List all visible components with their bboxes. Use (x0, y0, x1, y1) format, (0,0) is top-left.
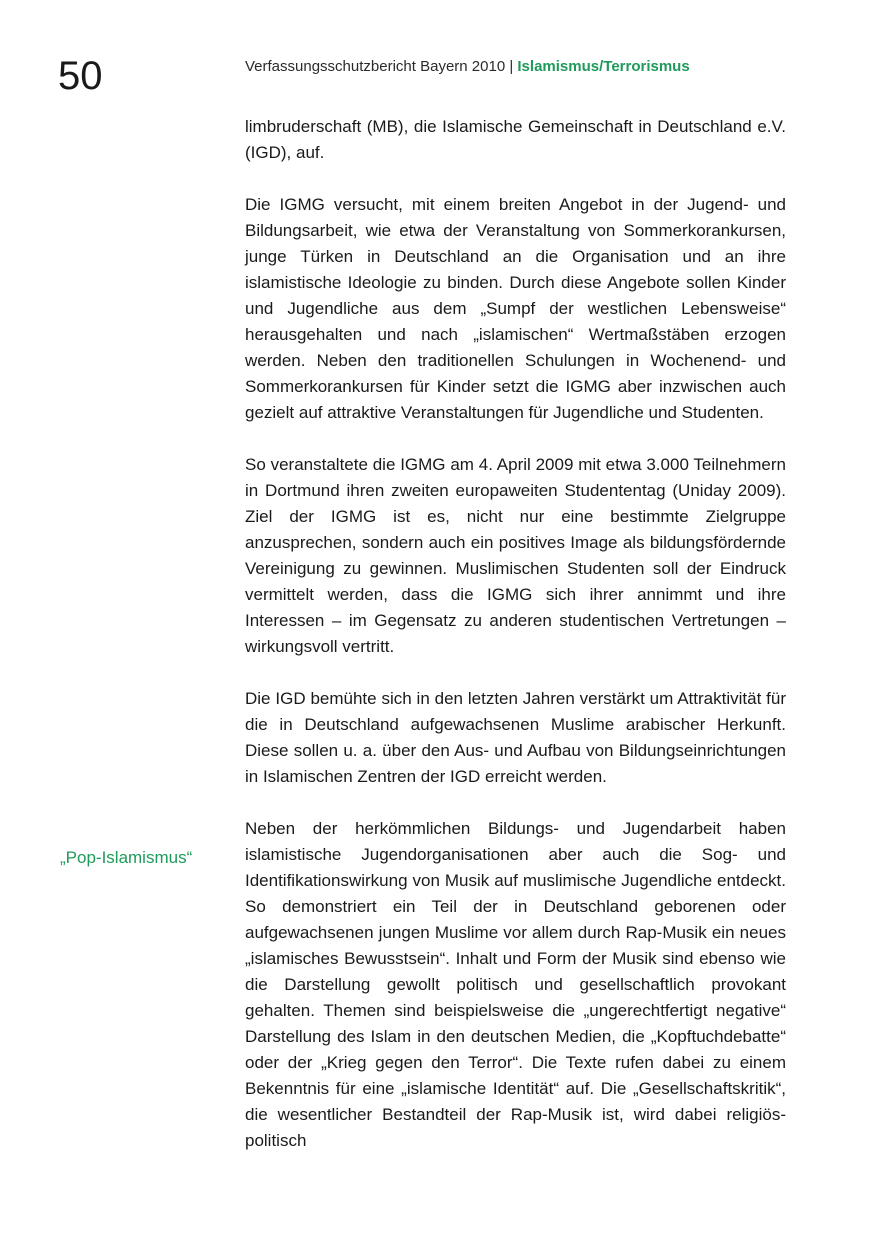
paragraph-4: Die IGD bemühte sich in den letzten Jahren verstärkt um Attraktivität für die in Deutschland aufgewachsenen Muslime arabischer Herkunft. Diese sollen u. a. über den Aus- und Aufbau von Bildungseinrichtungen in Islamischen Zentren der IGD erreicht werden. (245, 689, 786, 786)
paragraph-3: So veranstaltete die IGMG am 4. April 2009 mit etwa 3.000 Teilnehmern in Dortmund ihren zweiten europaweiten Studententag (Uniday 2009). Ziel der IGMG ist es, nicht nur eine bestimmte Zielgruppe anzusprechen, sondern auch ein positives Image als bildungsfördernde Vereinigung zu gewinnen. Muslimischen Studenten soll der Eindruck vermittelt werden, dass die IGMG sich ihrer annimmt und ihre Interessen – im Gegensatz zu anderen studentischen Vertretungen – wirkungsvoll vertritt. (245, 455, 786, 656)
paragraph-2: Die IGMG versucht, mit einem breiten Angebot in der Jugend- und Bildungsarbeit, wie etwa der Veranstaltung von Sommerkorankursen, junge Türken in Deutschland an die Organisation und an ihre islamistische Ideologie zu binden. Durch diese Angebote sollen Kinder und Jugendliche aus dem „Sumpf der westlichen Lebensweise“ herausgehalten und nach „islamischen“ Wertmaßstäben erzogen werden. Neben den traditionellen Schulungen in Wochenend- und Sommerkorankursen für Kinder setzt die IGMG aber inzwischen auch gezielt auf attraktive Veranstaltungen für Jugendliche und Studenten. (245, 195, 786, 422)
page-number: 50 (58, 54, 103, 98)
paragraph-1: limbruderschaft (MB), die Islamische Gemeinschaft in Deutschland e.V. (IGD), auf. (245, 117, 786, 162)
paragraph-5: Neben der herkömmlichen Bildungs- und Jugendarbeit haben islamistische Jugendorganisationen aber auch die Sog- und Identifikationswirkung von Musik auf muslimische Jugendliche entdeckt. So demonstriert ein Teil der in Deutschland geborenen oder aufgewachsenen jungen Muslime vor allem durch Rap-Musik ein neues „islamisches Bewusstsein“. Inhalt und Form der Musik sind ebenso wie die Darstellung gewollt politisch und gesellschaftlich provokant gehalten. Themen sind beispielsweise die „ungerechtfertigt negative“ Darstellung des Islam in den deutschen Medien, die „Kopftuchdebatte“ oder der „Krieg gegen den Terror“. Die Texte rufen dabei zu einem Bekenntnis für eine „islamische Identität“ auf. Die „Gesellschaftskritik“, die wesentlicher Bestandteil der Rap-Musik ist, wird dabei religiös-politisch (245, 819, 786, 1150)
publication-title: Verfassungsschutzbericht Bayern 2010 | (245, 58, 518, 75)
running-header (245, 56, 690, 78)
body-text-column (245, 114, 786, 1180)
section-title: Islamismus/Terrorismus (517, 58, 690, 75)
margin-note-pop-islamismus: „Pop-Islamismus“ (60, 848, 193, 867)
